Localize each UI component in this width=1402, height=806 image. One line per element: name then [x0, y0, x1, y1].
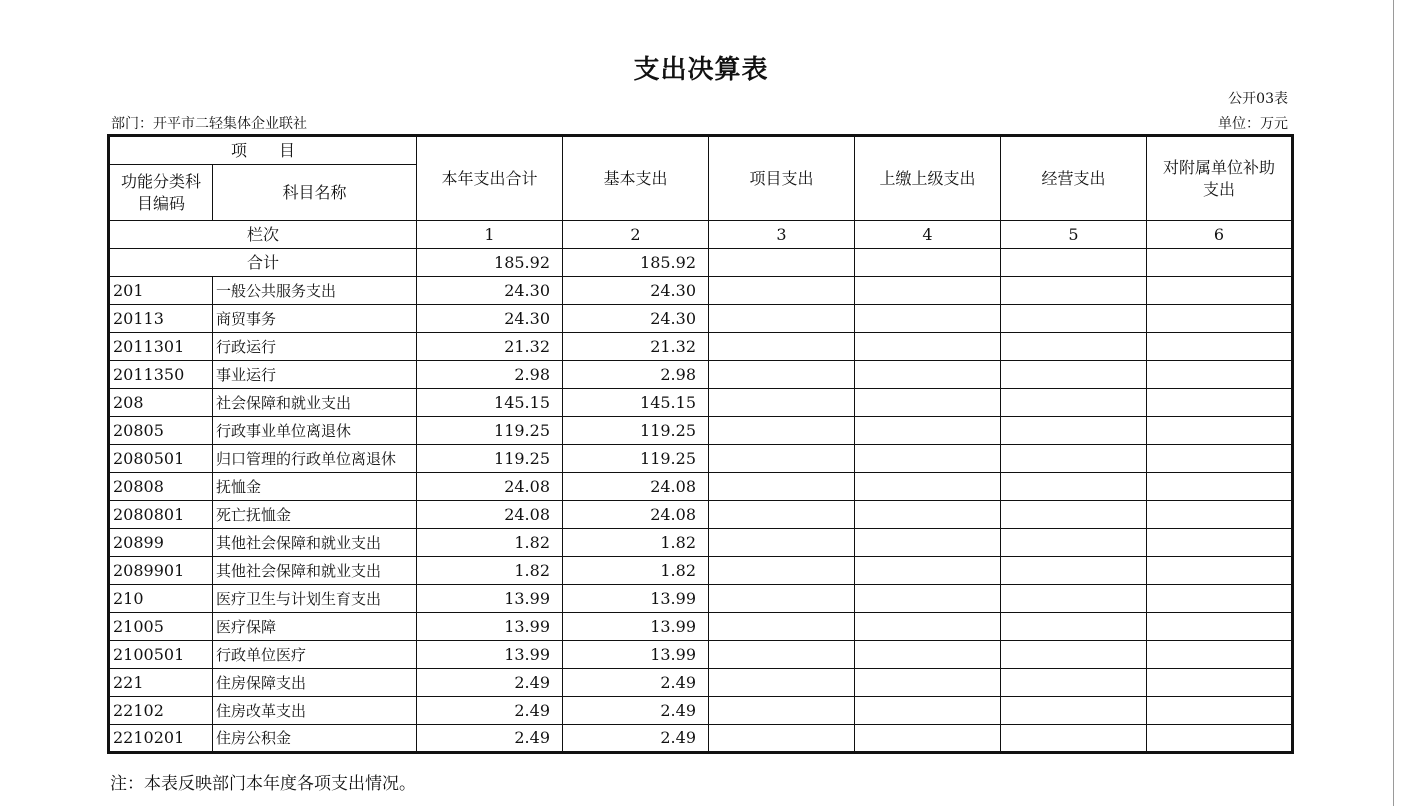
header-func-code-label: 功能分类科目编码: [120, 171, 201, 213]
code-cell: 201: [109, 277, 213, 305]
table-row: [109, 585, 1293, 613]
expenditure-table: [107, 134, 1294, 754]
header-subsidy-label: 对附属单位补助支出: [1162, 157, 1275, 199]
project-cell: [709, 361, 855, 389]
project-cell: [709, 669, 855, 697]
business-cell: [1001, 725, 1147, 753]
upper-cell: [855, 389, 1001, 417]
upper-cell: [855, 585, 1001, 613]
unit-label: 单位：万元: [1218, 116, 1288, 132]
code-cell: 2089901: [109, 557, 213, 585]
upper-cell: [855, 725, 1001, 753]
project-cell: [709, 445, 855, 473]
basic-cell: 13.99: [563, 585, 709, 613]
upper-cell: [855, 445, 1001, 473]
header-subject-name: 科目名称: [213, 165, 417, 221]
upper-cell: [855, 529, 1001, 557]
basic-cell: 24.08: [563, 501, 709, 529]
subsidy-cell: [1147, 641, 1293, 669]
business-cell: [1001, 557, 1147, 585]
basic-cell: 145.15: [563, 389, 709, 417]
table-row: [109, 445, 1293, 473]
basic-cell: 2.49: [563, 697, 709, 725]
business-cell: [1001, 473, 1147, 501]
project-cell: [709, 417, 855, 445]
name-cell: 商贸事务: [213, 305, 417, 333]
business-cell: [1001, 641, 1147, 669]
project-cell: [709, 697, 855, 725]
upper-cell: [855, 641, 1001, 669]
header-item-group: 项 目: [109, 136, 417, 165]
subsidy-cell: [1147, 529, 1293, 557]
footnote: 注：本表反映部门本年度各项支出情况。: [110, 774, 416, 794]
basic-cell: 24.30: [563, 305, 709, 333]
table-row: [109, 277, 1293, 305]
column-label: 栏次: [109, 221, 417, 249]
name-cell: 归口管理的行政单位离退休: [213, 445, 417, 473]
business-cell: [1001, 445, 1147, 473]
total-cell: 2.49: [417, 697, 563, 725]
subsidy-cell: [1147, 585, 1293, 613]
total-cell: 2.49: [417, 669, 563, 697]
code-cell: 2080501: [109, 445, 213, 473]
subsidy-cell: [1147, 361, 1293, 389]
total-cell: 24.08: [417, 473, 563, 501]
upper-cell: [855, 669, 1001, 697]
name-cell: 行政运行: [213, 333, 417, 361]
business-cell: [1001, 333, 1147, 361]
name-cell: 医疗保障: [213, 613, 417, 641]
code-cell: 20899: [109, 529, 213, 557]
subsidy-cell: [1147, 501, 1293, 529]
total-cell: 24.30: [417, 305, 563, 333]
total-cell: 1.82: [417, 529, 563, 557]
upper-cell: [855, 557, 1001, 585]
basic-cell: 21.32: [563, 333, 709, 361]
basic-cell: 2.98: [563, 361, 709, 389]
project-cell: [709, 333, 855, 361]
total-row: [109, 249, 1293, 277]
basic-cell: 2.49: [563, 725, 709, 753]
business-cell: [1001, 277, 1147, 305]
basic-cell: 1.82: [563, 557, 709, 585]
name-cell: 其他社会保障和就业支出: [213, 557, 417, 585]
upper-cell: [855, 501, 1001, 529]
column-number: 2: [563, 221, 709, 249]
total-basic: 185.92: [563, 249, 709, 277]
table-row: [109, 333, 1293, 361]
upper-cell: [855, 473, 1001, 501]
business-cell: [1001, 305, 1147, 333]
subsidy-cell: [1147, 725, 1293, 753]
header-subsidy: [1147, 136, 1293, 221]
table-row: [109, 669, 1293, 697]
total-amount: 185.92: [417, 249, 563, 277]
subsidy-cell: [1147, 613, 1293, 641]
name-cell: 抚恤金: [213, 473, 417, 501]
upper-cell: [855, 277, 1001, 305]
basic-cell: 13.99: [563, 641, 709, 669]
name-cell: 医疗卫生与计划生育支出: [213, 585, 417, 613]
project-cell: [709, 305, 855, 333]
table-row: [109, 529, 1293, 557]
table-row: [109, 501, 1293, 529]
subsidy-cell: [1147, 445, 1293, 473]
basic-cell: 13.99: [563, 613, 709, 641]
code-cell: 2080801: [109, 501, 213, 529]
table-row: [109, 613, 1293, 641]
subsidy-cell: [1147, 669, 1293, 697]
total-cell: 119.25: [417, 445, 563, 473]
code-cell: 2011350: [109, 361, 213, 389]
code-cell: 2100501: [109, 641, 213, 669]
business-cell: [1001, 613, 1147, 641]
empty-cell: [1147, 249, 1293, 277]
header-project: 项目支出: [709, 136, 855, 221]
business-cell: [1001, 585, 1147, 613]
basic-cell: 119.25: [563, 417, 709, 445]
total-cell: 1.82: [417, 557, 563, 585]
basic-cell: 119.25: [563, 445, 709, 473]
table-header: [109, 136, 1293, 277]
total-cell: 2.49: [417, 725, 563, 753]
total-cell: 13.99: [417, 585, 563, 613]
project-cell: [709, 277, 855, 305]
name-cell: 行政单位医疗: [213, 641, 417, 669]
subsidy-cell: [1147, 389, 1293, 417]
basic-cell: 24.30: [563, 277, 709, 305]
code-cell: 208: [109, 389, 213, 417]
total-cell: 13.99: [417, 641, 563, 669]
project-cell: [709, 613, 855, 641]
subsidy-cell: [1147, 557, 1293, 585]
column-number: 5: [1001, 221, 1147, 249]
column-number-row: [109, 221, 1293, 249]
header-func-code: [109, 165, 213, 221]
header-basic: 基本支出: [563, 136, 709, 221]
total-cell: 119.25: [417, 417, 563, 445]
project-cell: [709, 557, 855, 585]
upper-cell: [855, 333, 1001, 361]
table-row: [109, 725, 1293, 753]
page-title: 支出决算表: [633, 55, 769, 85]
header-upper: 上缴上级支出: [855, 136, 1001, 221]
subsidy-cell: [1147, 697, 1293, 725]
table-row: [109, 473, 1293, 501]
project-cell: [709, 725, 855, 753]
business-cell: [1001, 361, 1147, 389]
code-cell: 20113: [109, 305, 213, 333]
code-cell: 2011301: [109, 333, 213, 361]
name-cell: 死亡抚恤金: [213, 501, 417, 529]
name-cell: 社会保障和就业支出: [213, 389, 417, 417]
basic-cell: 1.82: [563, 529, 709, 557]
table-body: [109, 277, 1293, 753]
header-business: 经营支出: [1001, 136, 1147, 221]
business-cell: [1001, 669, 1147, 697]
project-cell: [709, 501, 855, 529]
upper-cell: [855, 697, 1001, 725]
column-number: 3: [709, 221, 855, 249]
subsidy-cell: [1147, 333, 1293, 361]
total-label: 合计: [109, 249, 417, 277]
upper-cell: [855, 361, 1001, 389]
business-cell: [1001, 697, 1147, 725]
code-cell: 210: [109, 585, 213, 613]
total-cell: 21.32: [417, 333, 563, 361]
upper-cell: [855, 417, 1001, 445]
code-cell: 22102: [109, 697, 213, 725]
project-cell: [709, 641, 855, 669]
table-row: [109, 305, 1293, 333]
upper-cell: [855, 305, 1001, 333]
business-cell: [1001, 389, 1147, 417]
name-cell: 住房改革支出: [213, 697, 417, 725]
name-cell: 一般公共服务支出: [213, 277, 417, 305]
business-cell: [1001, 529, 1147, 557]
column-number: 1: [417, 221, 563, 249]
code-cell: 20808: [109, 473, 213, 501]
empty-cell: [709, 249, 855, 277]
empty-cell: [855, 249, 1001, 277]
total-cell: 2.98: [417, 361, 563, 389]
header-total: 本年支出合计: [417, 136, 563, 221]
table-row: [109, 389, 1293, 417]
table-row: [109, 641, 1293, 669]
total-cell: 24.08: [417, 501, 563, 529]
name-cell: 住房公积金: [213, 725, 417, 753]
empty-cell: [1001, 249, 1147, 277]
total-cell: 24.30: [417, 277, 563, 305]
subsidy-cell: [1147, 417, 1293, 445]
code-cell: 20805: [109, 417, 213, 445]
department-label: 部门：开平市二轻集体企业联社: [111, 116, 307, 132]
column-number: 4: [855, 221, 1001, 249]
subsidy-cell: [1147, 473, 1293, 501]
project-cell: [709, 389, 855, 417]
code-cell: 21005: [109, 613, 213, 641]
business-cell: [1001, 417, 1147, 445]
basic-cell: 2.49: [563, 669, 709, 697]
name-cell: 住房保障支出: [213, 669, 417, 697]
subsidy-cell: [1147, 305, 1293, 333]
total-cell: 145.15: [417, 389, 563, 417]
project-cell: [709, 473, 855, 501]
project-cell: [709, 529, 855, 557]
name-cell: 行政事业单位离退休: [213, 417, 417, 445]
subsidy-cell: [1147, 277, 1293, 305]
table-row: [109, 417, 1293, 445]
code-cell: 2210201: [109, 725, 213, 753]
code-cell: 221: [109, 669, 213, 697]
name-cell: 其他社会保障和就业支出: [213, 529, 417, 557]
page-right-edge: [1393, 0, 1394, 806]
project-cell: [709, 585, 855, 613]
table-row: [109, 697, 1293, 725]
total-cell: 13.99: [417, 613, 563, 641]
basic-cell: 24.08: [563, 473, 709, 501]
name-cell: 事业运行: [213, 361, 417, 389]
upper-cell: [855, 613, 1001, 641]
form-number: 公开03表: [1228, 91, 1288, 107]
table-row: [109, 361, 1293, 389]
business-cell: [1001, 501, 1147, 529]
table-row: [109, 557, 1293, 585]
column-number: 6: [1147, 221, 1293, 249]
